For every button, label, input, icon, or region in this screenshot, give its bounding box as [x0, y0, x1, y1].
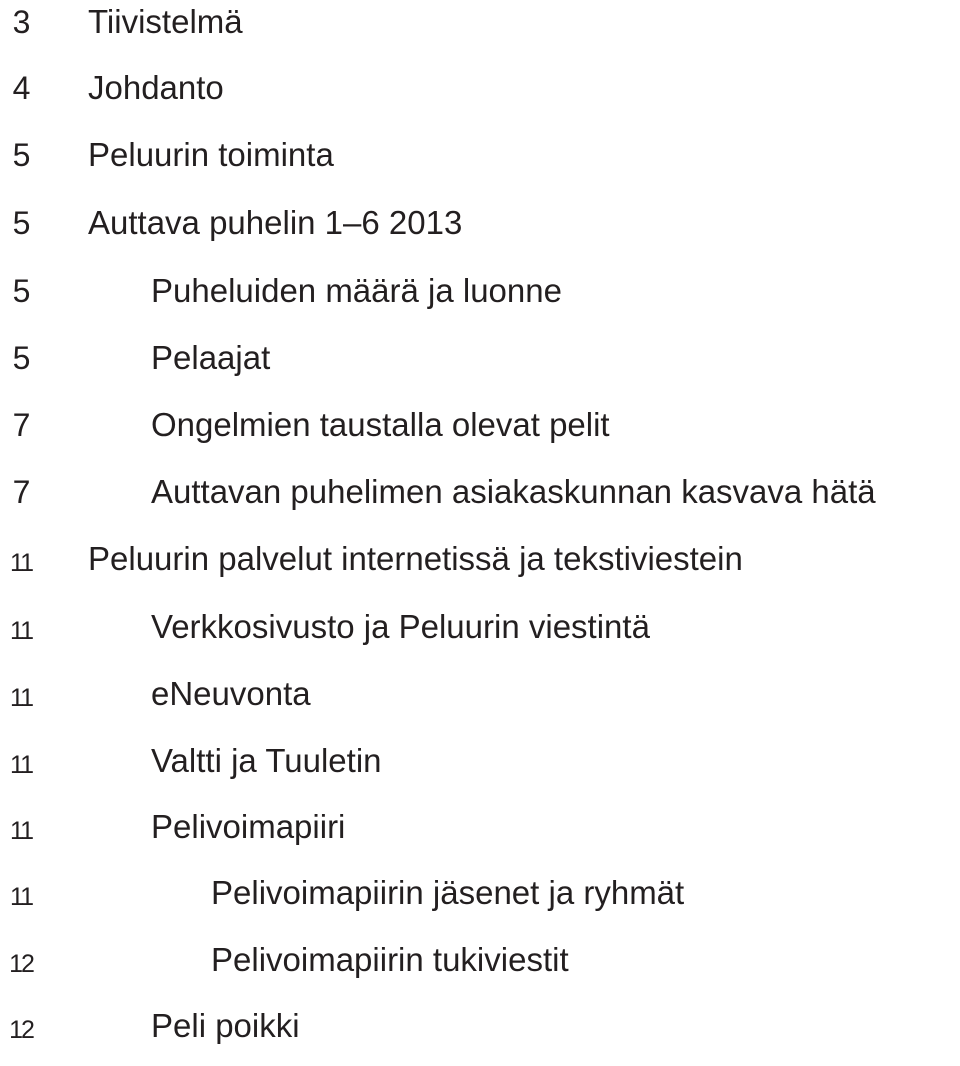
- toc-page-number: 4: [12, 70, 30, 106]
- toc-page-number: 5: [12, 273, 30, 309]
- toc-entry[interactable]: [0, 674, 960, 734]
- toc-entry[interactable]: [0, 741, 960, 801]
- toc-page-number: 11: [10, 883, 32, 911]
- toc-entry[interactable]: [0, 271, 960, 331]
- toc-entry-title: Peli poikki: [151, 1007, 300, 1044]
- toc-page-number: 11: [10, 751, 32, 779]
- toc-page-number: 5: [12, 137, 30, 173]
- toc-entry[interactable]: [0, 940, 960, 1000]
- toc-entry-title: Valtti ja Tuuletin: [151, 742, 382, 779]
- toc-entry-title: Tiivistelmä: [88, 3, 243, 40]
- toc-page-number: 5: [12, 205, 30, 241]
- toc-entry-title: Pelivoimapiiri: [151, 808, 346, 845]
- toc-entry[interactable]: [0, 472, 960, 532]
- toc-page-number: 7: [12, 474, 30, 510]
- toc-entry[interactable]: [0, 135, 960, 195]
- toc-entry-title: Pelivoimapiirin tukiviestit: [211, 941, 569, 978]
- toc-entry[interactable]: [0, 2, 960, 62]
- toc-page-number: 5: [12, 340, 30, 376]
- toc-entry[interactable]: [0, 405, 960, 465]
- toc-entry[interactable]: [0, 1006, 960, 1066]
- toc-entry-title: eNeuvonta: [151, 675, 311, 712]
- toc-entry[interactable]: [0, 607, 960, 667]
- toc-entry[interactable]: [0, 338, 960, 398]
- toc-entry-title: Auttavan puhelimen asiakaskunnan kasvava hätä: [151, 473, 876, 510]
- toc-entry[interactable]: [0, 539, 960, 599]
- toc-page-number: 12: [9, 950, 33, 978]
- toc-entry-title: Peluurin palvelut internetissä ja tekstiviestein: [88, 540, 743, 577]
- toc-page-number: 11: [10, 549, 32, 577]
- toc-entry-title: Pelivoimapiirin jäsenet ja ryhmät: [211, 874, 685, 911]
- toc-page-number: 11: [10, 817, 32, 845]
- toc-entry[interactable]: [0, 68, 960, 128]
- toc-entry[interactable]: [0, 807, 960, 867]
- toc-entry[interactable]: [0, 873, 960, 933]
- toc-page-number: 11: [10, 684, 32, 712]
- toc-entry-title: Ongelmien taustalla olevat pelit: [151, 406, 610, 443]
- toc-entry-title: Auttava puhelin 1–6 2013: [88, 204, 463, 241]
- toc-entry-title: Johdanto: [88, 69, 224, 106]
- toc-page-number: 3: [12, 4, 30, 40]
- toc-entry-title: Puheluiden määrä ja luonne: [151, 272, 562, 309]
- toc-page-number: 12: [9, 1016, 33, 1044]
- toc-entry[interactable]: [0, 203, 960, 263]
- toc-page-number: 11: [10, 617, 32, 645]
- toc-page-number: 7: [12, 407, 30, 443]
- toc-entry-title: Peluurin toiminta: [88, 136, 334, 173]
- toc-entry-title: Verkkosivusto ja Peluurin viestintä: [151, 608, 650, 645]
- toc-entry-title: Pelaajat: [151, 339, 271, 376]
